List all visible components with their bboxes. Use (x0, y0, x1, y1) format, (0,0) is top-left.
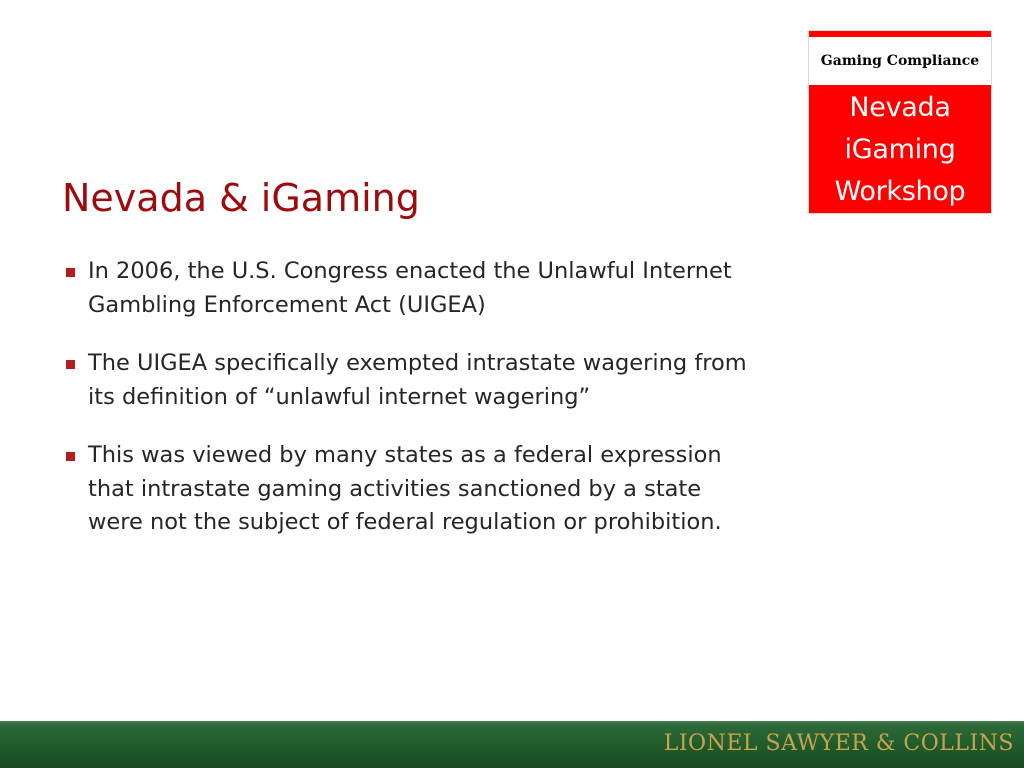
bullet-list (62, 255, 762, 565)
slide-title: Nevada & iGaming (62, 176, 420, 220)
bullet-text: This was viewed by many states as a federal expression that intrastate gaming activities sanctioned by a state were not the subject of federal regulation or prohibition. (88, 442, 722, 535)
bullet-text: The UIGEA specifically exempted intrastate wagering from its definition of “unlawful internet wagering” (88, 350, 747, 410)
bullet-item (62, 255, 762, 322)
badge-line: iGaming (844, 134, 956, 165)
badge-header: Gaming Compliance (820, 53, 980, 69)
square-bullet-icon (66, 268, 75, 277)
footer-bar (0, 721, 1024, 768)
bullet-item (62, 439, 762, 540)
firm-logo-text: LIONEL SAWYER & COLLINS (663, 731, 1014, 756)
square-bullet-icon (66, 360, 75, 369)
bullet-item (62, 347, 762, 414)
badge-header-box (809, 37, 991, 85)
badge-line: Workshop (834, 176, 966, 207)
workshop-badge (808, 30, 992, 214)
square-bullet-icon (66, 452, 75, 461)
badge-line: Nevada (849, 92, 951, 123)
bullet-text: In 2006, the U.S. Congress enacted the Unlawful Internet Gambling Enforcement Act (UIGEA) (88, 258, 732, 318)
badge-title (809, 87, 991, 213)
